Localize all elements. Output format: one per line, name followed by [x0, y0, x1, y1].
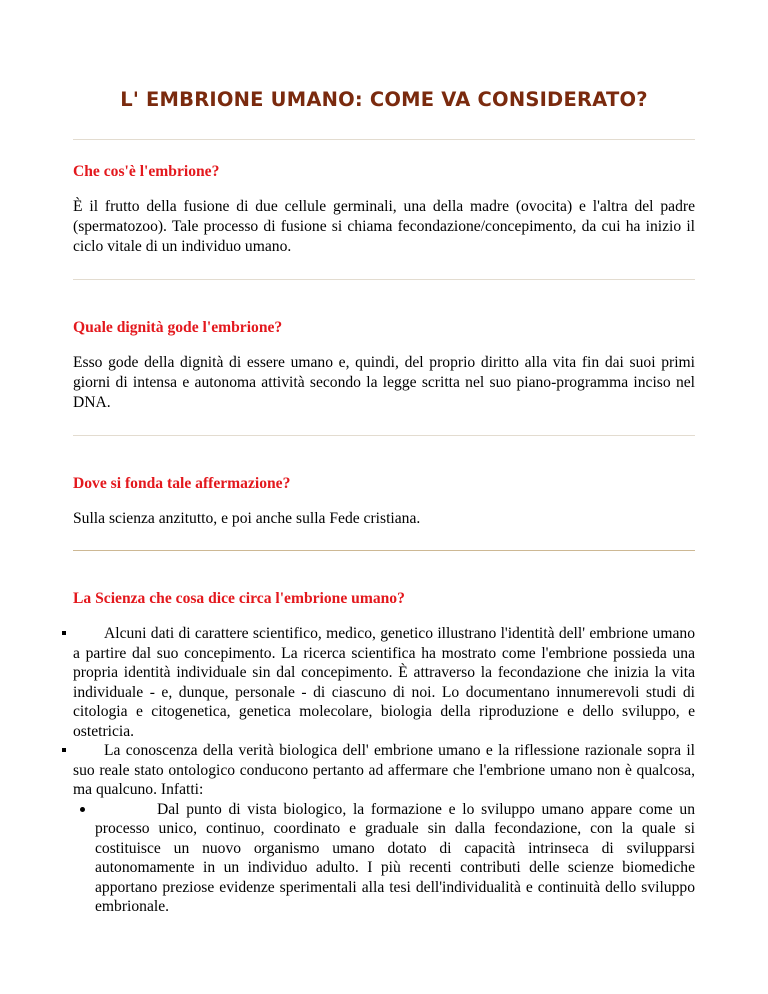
answer-paragraph: Sulla scienza anzitutto, e poi anche sulla Fede cristiana. [73, 510, 421, 527]
list-item [95, 800, 695, 917]
question-heading: Dove si fonda tale affermazione? [73, 475, 291, 492]
document-page [73, 0, 695, 917]
list-item-text: Dal punto di vista biologico, la formazione e lo sviluppo umano appare come un processo unico, continuo, coordinato e graduale sin dalla fecondazione, con la quale si costituisce un nuovo organismo umano dotato di capacità intrinseca di svilupparsi autonomamente in un individuo adulto. I più recenti contributi delle scienze biomediche apportano preziose evidenze sperimentali alla tesi dell'individualità e continuità dello sviluppo embrionale. [95, 800, 695, 915]
question-heading: Che cos'è l'embrione? [73, 163, 220, 180]
answer-paragraph: Esso gode della dignità di essere umano e, quindi, del proprio diritto alla vita fin dai suoi primi giorni di intensa e autonoma attività secondo la legge scritta nel suo piano-programma inciso nel DNA. [73, 354, 695, 411]
divider [73, 550, 695, 551]
question-heading: Quale dignità gode l'embrione? [73, 319, 283, 336]
page-title: L' EMBRIONE UMANO: COME VA CONSIDERATO? [120, 88, 648, 111]
list-item-text: Alcuni dati di carattere scientifico, medico, genetico illustrano l'identità dell' embrione umano a partire dal suo concepimento. La ricerca scientifica ha mostrato come l'embrione possieda una propria identità individuale sin dal concepimento. È attraverso la fecondazione che inizia la vita individuale - e, dunque, personale - di ciascuno di noi. Lo documentano innumerevoli studi di citologia e citogenetica, genetica molecolare, biologia della riproduzione e dello sviluppo, e ostetricia. [73, 625, 695, 740]
answer-paragraph: È il frutto della fusione di due cellule germinali, una della madre (ovocita) e l'altra del padre (spermatozoo). Tale processo di fusione si chiama fecondazione/concepimento, da cui ha inizio il ciclo vitale di un individuo umano. [73, 198, 695, 255]
bullet-list [73, 624, 695, 917]
square-bullet-icon [62, 631, 66, 635]
divider [73, 279, 695, 280]
divider [73, 139, 695, 140]
divider [73, 435, 695, 436]
list-item [73, 624, 695, 741]
question-heading: La Scienza che cosa dice circa l'embrione umano? [73, 590, 405, 607]
sub-bullet-list [95, 800, 695, 917]
square-bullet-icon [62, 748, 66, 752]
list-item-text: La conoscenza della verità biologica dell' embrione umano e la riflessione razionale sopra il suo reale stato ontologico conducono pertanto ad affermare che l'embrione umano non è qualcosa, ma qualcuno. Infatti: [73, 742, 695, 798]
list-item [73, 741, 695, 917]
disc-bullet-icon [80, 807, 85, 812]
